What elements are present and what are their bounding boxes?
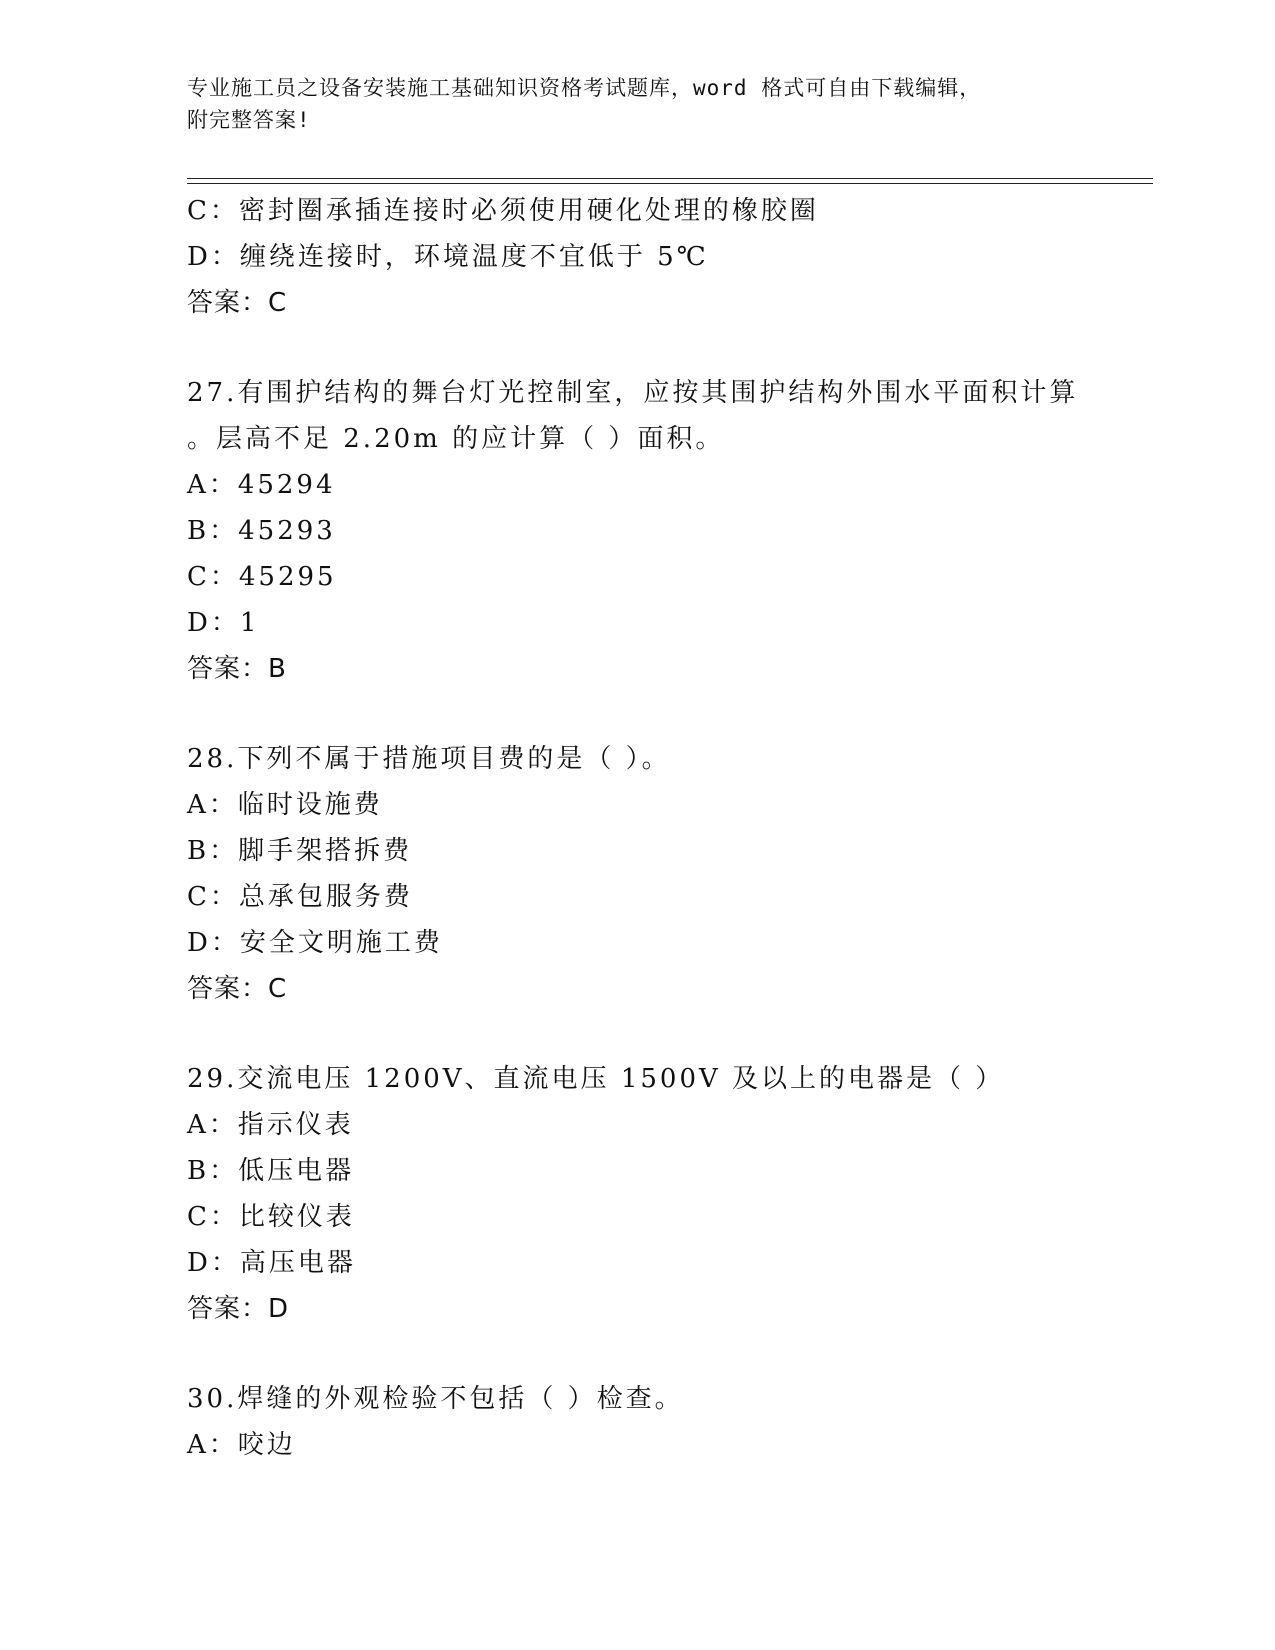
answer-label: 答案：C	[187, 974, 288, 1004]
question-block-28	[187, 736, 1147, 1012]
option-c: C：45295	[187, 562, 337, 592]
block-spacer	[187, 692, 1147, 736]
header-line-1: 专业施工员之设备安装施工基础知识资格考试题库，word 格式可自由下载编辑，	[187, 76, 982, 100]
option-b: B：低压电器	[187, 1156, 355, 1186]
question-block-30	[187, 1376, 1147, 1468]
option-c: C：密封圈承插连接时必须使用硬化处理的橡胶圈	[187, 196, 819, 226]
option-a: A：咬边	[187, 1430, 296, 1460]
option-c: C：总承包服务费	[187, 882, 413, 912]
header-line-2: 附完整答案!	[187, 108, 311, 132]
answer-label: 答案：D	[187, 1294, 290, 1324]
option-d: D：1	[187, 608, 260, 638]
option-d: D：安全文明施工费	[187, 928, 443, 958]
option-a: A：指示仪表	[187, 1110, 354, 1140]
header-divider-bottom	[187, 183, 1153, 184]
question-text: 28.下列不属于措施项目费的是（ ）。	[187, 744, 671, 774]
question-text: 29.交流电压 1200V、直流电压 1500V 及以上的电器是（ ）	[187, 1064, 1005, 1094]
question-block-27	[187, 370, 1147, 692]
answer-label: 答案：C	[187, 288, 288, 318]
document-header	[187, 72, 1067, 136]
option-a: A：临时设施费	[187, 790, 383, 820]
question-list	[187, 188, 1147, 1468]
question-text: 30.焊缝的外观检验不包括（ ）检查。	[187, 1384, 684, 1414]
question-block-29	[187, 1056, 1147, 1332]
question-text: 27.有围护结构的舞台灯光控制室，应按其围护结构外围水平面积计算	[187, 378, 1079, 408]
block-spacer	[187, 1012, 1147, 1056]
header-divider-top	[187, 178, 1153, 179]
question-text-continued: 。层高不足 2.20m 的应计算（ ）面积。	[187, 424, 725, 454]
option-b: B：脚手架搭拆费	[187, 836, 413, 866]
answer-label: 答案：B	[187, 654, 287, 684]
option-d: D：高压电器	[187, 1248, 356, 1278]
option-b: B：45293	[187, 516, 336, 546]
option-c: C：比较仪表	[187, 1202, 355, 1232]
option-d: D：缠绕连接时，环境温度不宜低于 5℃	[187, 242, 709, 272]
question-block-26	[187, 188, 1147, 326]
option-a: A：45294	[187, 470, 336, 500]
block-spacer	[187, 326, 1147, 370]
block-spacer	[187, 1332, 1147, 1376]
